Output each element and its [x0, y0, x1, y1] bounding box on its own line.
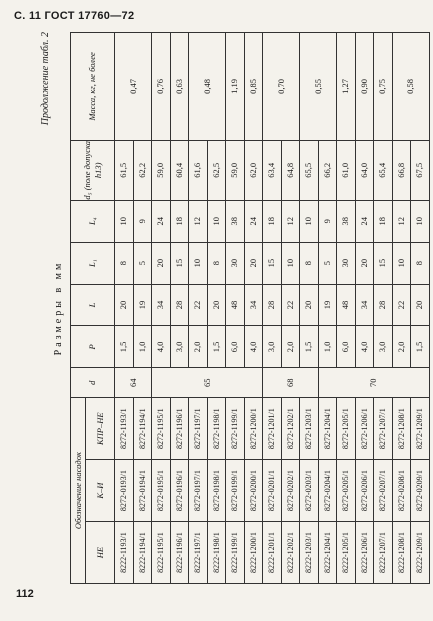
cell-ki: 8272-0198/1: [207, 460, 226, 522]
cell-mass: 0,70: [263, 33, 300, 141]
cell-l: 22: [281, 284, 300, 326]
cell-l4: 18: [263, 200, 282, 242]
cell-ne: 8222-1205/1: [337, 522, 356, 584]
cell-l: 28: [374, 284, 393, 326]
cell-mass: 0,48: [189, 33, 226, 141]
table-continuation-label: Продолжение табл. 2: [40, 32, 51, 126]
cell-d5: 65,4: [374, 140, 393, 200]
rotated-content: [40, 32, 425, 584]
cell-l: 20: [207, 284, 226, 326]
cell-ki: 8272-0200/1: [244, 460, 263, 522]
cell-l: 48: [337, 284, 356, 326]
table-row: [300, 33, 319, 584]
table-row: [170, 33, 189, 584]
cell-d: 65: [152, 368, 263, 398]
cell-mass: 0,63: [170, 33, 189, 141]
cell-ne: 8222-1199/1: [226, 522, 245, 584]
cell-kprne: 8272-1196/1: [170, 398, 189, 460]
cell-d5: 61,5: [115, 140, 134, 200]
cell-ne: 8222-1207/1: [374, 522, 393, 584]
cell-ne: 8222-1195/1: [152, 522, 171, 584]
cell-d5: 64,0: [355, 140, 374, 200]
cell-l: 28: [263, 284, 282, 326]
cell-p: 1,0: [133, 326, 152, 368]
header-d: d: [71, 368, 115, 398]
header-mass: Масса, кг, не более: [71, 33, 115, 141]
cell-l1: 20: [355, 242, 374, 284]
cell-ne: 8222-1209/1: [411, 522, 430, 584]
cell-ki: 8272-0194/1: [133, 460, 152, 522]
table-row: [374, 33, 393, 584]
table-row: [189, 33, 208, 584]
cell-l4: 10: [300, 200, 319, 242]
cell-kprne: 8272-1193/1: [115, 398, 134, 460]
cell-d5: 61,0: [337, 140, 356, 200]
cell-d5: 66,2: [318, 140, 337, 200]
cell-ne: 8222-1194/1: [133, 522, 152, 584]
cell-l1: 15: [374, 242, 393, 284]
cell-l1: 15: [170, 242, 189, 284]
cell-kprne: 8272-1209/1: [411, 398, 430, 460]
cell-d5: 60,4: [170, 140, 189, 200]
cell-p: 1,5: [207, 326, 226, 368]
cell-d: 68: [263, 368, 319, 398]
cell-kprne: 8272-1206/1: [355, 398, 374, 460]
cell-ki: 8272-0204/1: [318, 460, 337, 522]
cell-ne: 8222-1196/1: [170, 522, 189, 584]
cell-l: 34: [152, 284, 171, 326]
cell-mass: 0,90: [355, 33, 374, 141]
header-d5: d₅ (поле допуска h13): [71, 140, 115, 200]
cell-ne: 8222-1208/1: [392, 522, 411, 584]
cell-p: 1,5: [411, 326, 430, 368]
cell-ne: 8222-1204/1: [318, 522, 337, 584]
cell-l4: 10: [115, 200, 134, 242]
cell-l1: 20: [244, 242, 263, 284]
header-l1: L₁: [71, 242, 115, 284]
table-row: [244, 33, 263, 584]
cell-p: 1,5: [300, 326, 319, 368]
cell-l4: 18: [374, 200, 393, 242]
cell-mass: 0,47: [115, 33, 152, 141]
cell-kprne: 8272-1204/1: [318, 398, 337, 460]
cell-l1: 30: [337, 242, 356, 284]
cell-kprne: 8272-1195/1: [152, 398, 171, 460]
cell-l4: 24: [244, 200, 263, 242]
cell-ki: 8272-0202/1: [281, 460, 300, 522]
cell-l1: 8: [411, 242, 430, 284]
cell-ne: 8222-1198/1: [207, 522, 226, 584]
table-row: [263, 33, 282, 584]
cell-p: 2,0: [281, 326, 300, 368]
cell-l1: 5: [318, 242, 337, 284]
cell-d5: 61,6: [189, 140, 208, 200]
cell-l4: 12: [189, 200, 208, 242]
cell-p: 4,0: [244, 326, 263, 368]
cell-d5: 59,0: [226, 140, 245, 200]
cell-kprne: 8272-1197/1: [189, 398, 208, 460]
cell-d5: 62,5: [207, 140, 226, 200]
cell-ne: 8222-1201/1: [263, 522, 282, 584]
cell-l4: 9: [133, 200, 152, 242]
cell-p: 6,0: [337, 326, 356, 368]
dimensions-table: [70, 32, 430, 584]
cell-l1: 8: [115, 242, 134, 284]
cell-l: 34: [244, 284, 263, 326]
cell-p: 2,0: [392, 326, 411, 368]
table-row: [152, 33, 171, 584]
cell-kprne: 8272-1201/1: [263, 398, 282, 460]
cell-l4: 12: [281, 200, 300, 242]
cell-ne: 8222-1206/1: [355, 522, 374, 584]
cell-l1: 30: [226, 242, 245, 284]
cell-ne: 8222-1202/1: [281, 522, 300, 584]
cell-ki: 8272-0205/1: [337, 460, 356, 522]
cell-p: 4,0: [355, 326, 374, 368]
table-row: [115, 33, 134, 584]
cell-ne: 8222-1193/1: [115, 522, 134, 584]
cell-kprne: 8272-1208/1: [392, 398, 411, 460]
rotated-page-area: [40, 32, 425, 584]
cell-d: 64: [115, 368, 152, 398]
cell-kprne: 8272-1194/1: [133, 398, 152, 460]
cell-ne: 8222-1197/1: [189, 522, 208, 584]
cell-l: 19: [318, 284, 337, 326]
cell-l4: 18: [170, 200, 189, 242]
cell-ki: 8272-0197/1: [189, 460, 208, 522]
cell-l1: 10: [189, 242, 208, 284]
header-ne: НЕ: [86, 522, 115, 584]
cell-p: 1,0: [318, 326, 337, 368]
cell-ki: 8272-0195/1: [152, 460, 171, 522]
cell-kprne: 8272-1198/1: [207, 398, 226, 460]
cell-mass: 1,19: [226, 33, 245, 141]
cell-d5: 67,5: [411, 140, 430, 200]
cell-kprne: 8272-1202/1: [281, 398, 300, 460]
cell-p: 6,0: [226, 326, 245, 368]
cell-l4: 24: [152, 200, 171, 242]
cell-l: 20: [411, 284, 430, 326]
cell-l1: 20: [152, 242, 171, 284]
cell-l4: 9: [318, 200, 337, 242]
cell-ki: 8272-0209/1: [411, 460, 430, 522]
cell-l1: 10: [392, 242, 411, 284]
cell-d5: 63,4: [263, 140, 282, 200]
cell-p: 1,5: [115, 326, 134, 368]
cell-l: 22: [189, 284, 208, 326]
cell-kprne: 8272-1203/1: [300, 398, 319, 460]
cell-ki: 8272-0203/1: [300, 460, 319, 522]
cell-p: 3,0: [263, 326, 282, 368]
cell-ki: 8272-0196/1: [170, 460, 189, 522]
cell-p: 2,0: [189, 326, 208, 368]
table-caption: Размеры в мм: [53, 260, 64, 356]
cell-ki: 8272-0199/1: [226, 460, 245, 522]
cell-d5: 62,0: [244, 140, 263, 200]
table-row: [337, 33, 356, 584]
page-header: С. 11 ГОСТ 17760—72: [14, 10, 135, 22]
cell-l: 48: [226, 284, 245, 326]
table-row: [226, 33, 245, 584]
cell-p: 3,0: [170, 326, 189, 368]
cell-ki: 8272-0193/1: [115, 460, 134, 522]
cell-ki: 8272-0206/1: [355, 460, 374, 522]
cell-l1: 5: [133, 242, 152, 284]
cell-l4: 38: [337, 200, 356, 242]
cell-d5: 62,2: [133, 140, 152, 200]
cell-mass: 0,76: [152, 33, 171, 141]
cell-l: 28: [170, 284, 189, 326]
cell-kprne: 8272-1199/1: [226, 398, 245, 460]
cell-d5: 65,5: [300, 140, 319, 200]
cell-ki: 8272-0208/1: [392, 460, 411, 522]
header-p: P: [71, 326, 115, 368]
cell-l: 34: [355, 284, 374, 326]
cell-ki: 8272-0201/1: [263, 460, 282, 522]
cell-l: 20: [115, 284, 134, 326]
group-header: Обозначение насадок: [71, 398, 86, 584]
header-kprne: КПР–НЕ: [86, 398, 115, 460]
cell-l4: 24: [355, 200, 374, 242]
header-ki: К–И: [86, 460, 115, 522]
cell-ne: 8222-1203/1: [300, 522, 319, 584]
cell-l: 19: [133, 284, 152, 326]
cell-d5: 66,8: [392, 140, 411, 200]
cell-l: 22: [392, 284, 411, 326]
cell-l4: 10: [411, 200, 430, 242]
cell-l4: 38: [226, 200, 245, 242]
cell-l4: 10: [207, 200, 226, 242]
table-row: [392, 33, 411, 584]
cell-p: 3,0: [374, 326, 393, 368]
cell-d: 70: [318, 368, 429, 398]
cell-d5: 64,8: [281, 140, 300, 200]
cell-ki: 8272-0207/1: [374, 460, 393, 522]
cell-d5: 59,0: [152, 140, 171, 200]
cell-l1: 15: [263, 242, 282, 284]
cell-l: 20: [300, 284, 319, 326]
cell-mass: 0,85: [244, 33, 263, 141]
cell-mass: 0,55: [300, 33, 337, 141]
header-l4: L₄: [71, 200, 115, 242]
cell-kprne: 8272-1200/1: [244, 398, 263, 460]
cell-kprne: 8272-1205/1: [337, 398, 356, 460]
cell-kprne: 8272-1207/1: [374, 398, 393, 460]
cell-ne: 8222-1200/1: [244, 522, 263, 584]
cell-l4: 12: [392, 200, 411, 242]
cell-p: 4,0: [152, 326, 171, 368]
cell-l1: 8: [207, 242, 226, 284]
page-number: 112: [16, 588, 34, 600]
cell-l1: 10: [281, 242, 300, 284]
header-l: L: [71, 284, 115, 326]
table-body: [115, 33, 430, 584]
cell-mass: 0,58: [392, 33, 429, 141]
table-row: [355, 33, 374, 584]
cell-l1: 8: [300, 242, 319, 284]
cell-mass: 0,75: [374, 33, 393, 141]
cell-mass: 1,27: [337, 33, 356, 141]
